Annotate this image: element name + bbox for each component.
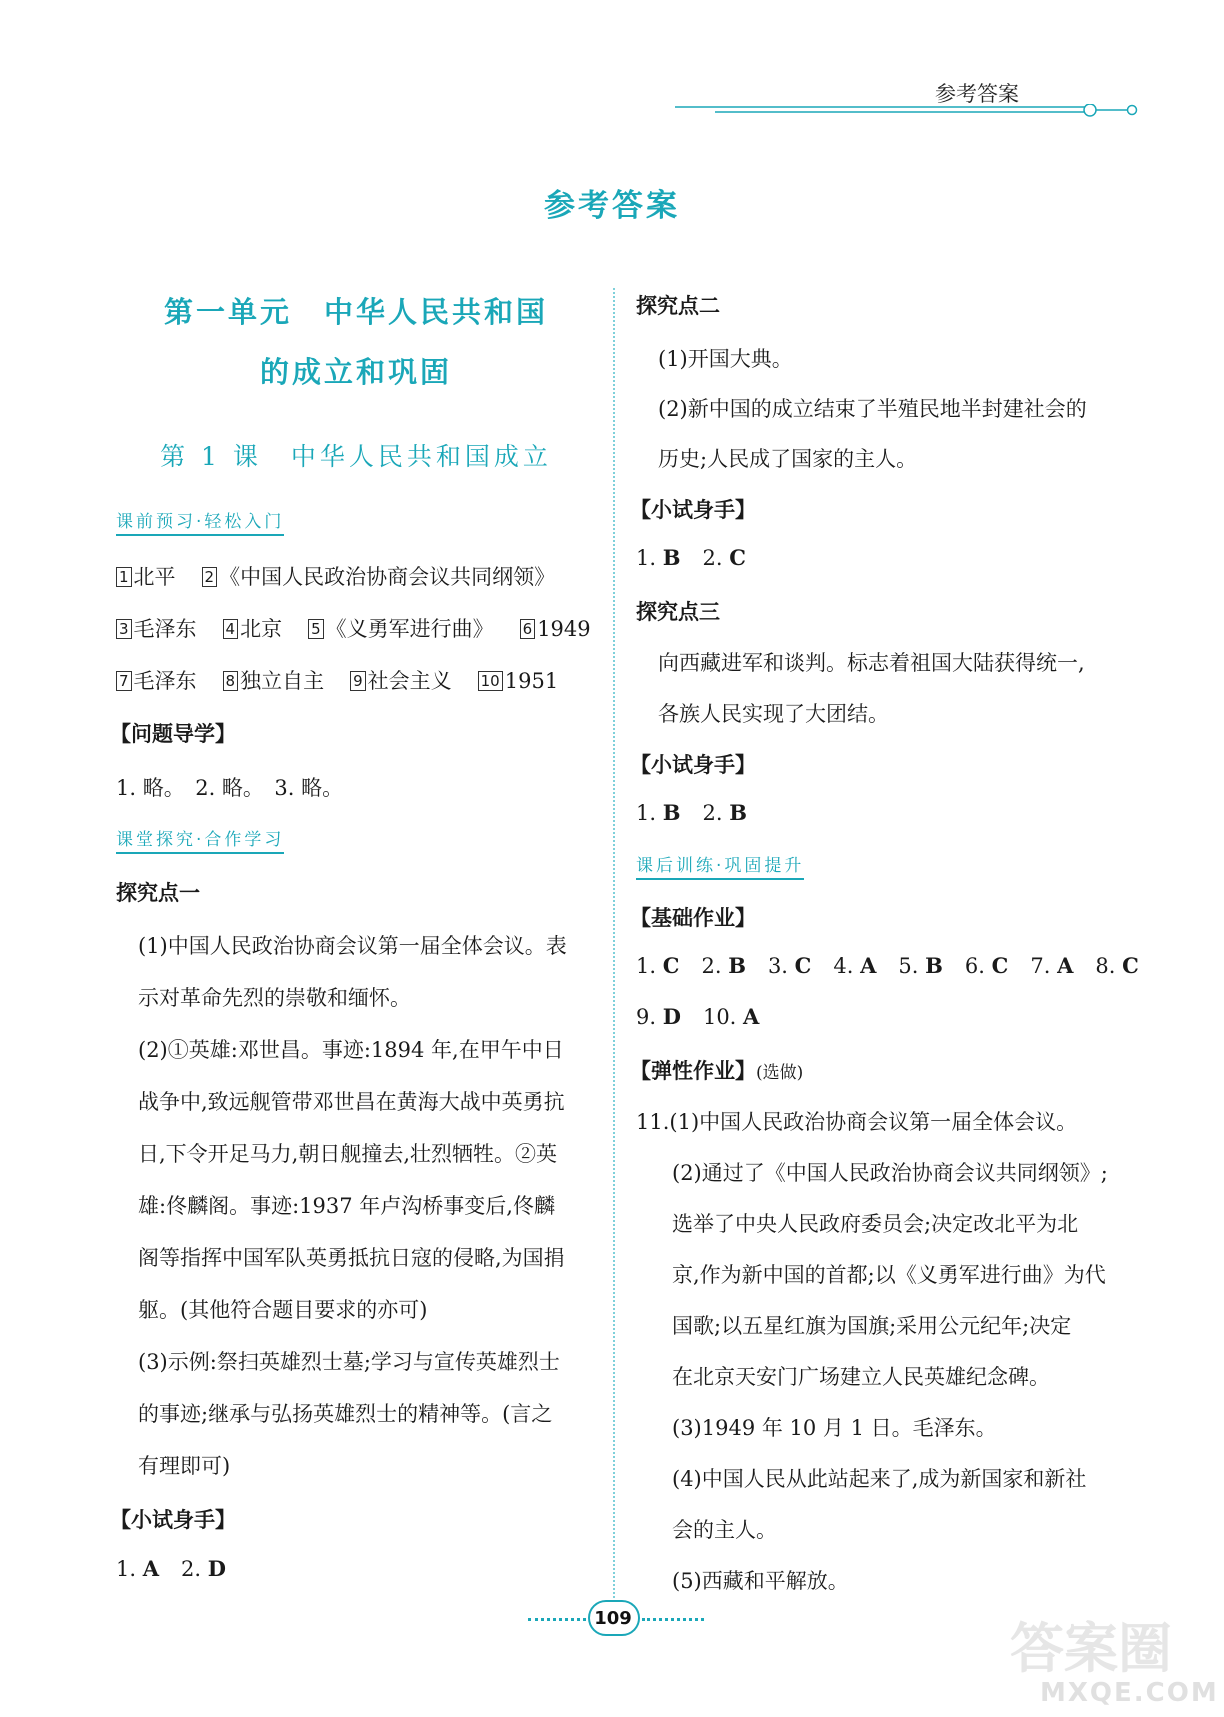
section-tag-preview: 课前预习·轻松入门 bbox=[116, 507, 284, 536]
preview-row-2 bbox=[116, 613, 591, 643]
lesson-title: 第 1 课 中华人民共和国成立 bbox=[160, 442, 552, 471]
q11-line: 会的主人。 bbox=[672, 1518, 777, 1542]
preview-answer: 独立自主 bbox=[240, 669, 325, 693]
watermark-url: MXQE.COM bbox=[1040, 1678, 1219, 1708]
question-heading: 【问题导学】 bbox=[110, 722, 236, 746]
section-tag-after: 课后训练·巩固提升 bbox=[636, 851, 804, 880]
preview-answer: 社会主义 bbox=[367, 669, 452, 693]
explore2-line: (2)新中国的成立结束了半殖民地半封建社会的 bbox=[658, 397, 1087, 421]
explore2-heading: 探究点二 bbox=[636, 294, 720, 318]
question-answers: 1. 略。 2. 略。 3. 略。 bbox=[116, 776, 344, 800]
explore1-line: 阁等指挥中国军队英勇抵抗日寇的侵略,为国捐 bbox=[138, 1246, 565, 1270]
basic-answers-row-2: 9. D 10. A bbox=[636, 1004, 760, 1029]
explore1-line: (3)示例:祭扫英雄烈士墓;学习与宣传英雄烈士 bbox=[138, 1350, 560, 1374]
header-rule bbox=[675, 104, 1145, 118]
q11-line: 京,作为新中国的首都;以《义勇军进行曲》为代 bbox=[672, 1263, 1106, 1287]
section-tag-classroom: 课堂探究·合作学习 bbox=[116, 825, 284, 854]
elastic-note: (选做) bbox=[756, 1063, 804, 1083]
explore1-line: 有理即可) bbox=[138, 1454, 231, 1478]
explore3-heading: 探究点三 bbox=[636, 600, 720, 624]
unit-title-line-2: 的成立和巩固 bbox=[259, 355, 452, 389]
preview-answer: 1951 bbox=[504, 669, 559, 693]
footer-dotted-right bbox=[642, 1618, 704, 1621]
explore3-line: 各族人民实现了大团结。 bbox=[658, 702, 889, 726]
try-heading: 【小试身手】 bbox=[110, 1508, 236, 1532]
try3-answers: 1. B 2. B bbox=[636, 800, 747, 825]
page-title: 参考答案 bbox=[544, 188, 680, 224]
item-number: 9 bbox=[350, 671, 366, 691]
item-number: 1 bbox=[116, 567, 132, 587]
basic-heading: 【基础作业】 bbox=[630, 906, 756, 930]
q11-line: 在北京天安门广场建立人民英雄纪念碑。 bbox=[672, 1365, 1050, 1389]
q11-line: 国歌;以五星红旗为国旗;采用公元纪年;决定 bbox=[672, 1314, 1072, 1338]
explore1-line: 战争中,致远舰管带邓世昌在黄海大战中英勇抗 bbox=[138, 1090, 565, 1114]
item-number: 5 bbox=[308, 619, 324, 639]
q11-line: 11.(1)中国人民政治协商会议第一届全体会议。 bbox=[636, 1110, 1078, 1134]
explore1-line: (1)中国人民政治协商会议第一届全体会议。表 bbox=[138, 934, 567, 958]
explore1-line: 的事迹;继承与弘扬英雄烈士的精神等。(言之 bbox=[138, 1402, 553, 1426]
item-number: 6 bbox=[520, 619, 536, 639]
item-number: 3 bbox=[116, 619, 132, 639]
explore2-line: 历史;人民成了国家的主人。 bbox=[658, 447, 918, 471]
column-divider bbox=[613, 288, 615, 1598]
item-number: 7 bbox=[116, 671, 132, 691]
try-answers: 1. A 2. D bbox=[116, 1556, 226, 1581]
preview-answer: 1949 bbox=[537, 617, 591, 641]
item-number: 2 bbox=[202, 567, 218, 587]
explore1-line: 日,下令开足马力,朝日舰撞去,壮烈牺牲。②英 bbox=[138, 1142, 558, 1166]
preview-answer: 毛泽东 bbox=[133, 617, 197, 641]
try2-heading: 【小试身手】 bbox=[630, 498, 756, 522]
try3-heading: 【小试身手】 bbox=[630, 753, 756, 777]
explore1-line: 示对革命先烈的崇敬和缅怀。 bbox=[138, 986, 411, 1010]
basic-answers-row-1: 1. C 2. B 3. C 4. A 5. B 6. C 7. A 8. C bbox=[636, 953, 1139, 978]
preview-answer: 《义勇军进行曲》 bbox=[325, 617, 494, 641]
unit-title-line-1: 第一单元 中华人民共和国 bbox=[163, 295, 548, 329]
preview-answer: 毛泽东 bbox=[133, 669, 197, 693]
preview-answer: 《中国人民政治协商会议共同纲领》 bbox=[219, 565, 556, 589]
item-number: 10 bbox=[478, 671, 503, 691]
explore1-heading: 探究点一 bbox=[116, 881, 200, 905]
footer-dotted-left bbox=[528, 1618, 586, 1621]
q11-line: 选举了中央人民政府委员会;决定改北平为北 bbox=[672, 1212, 1079, 1236]
item-number: 4 bbox=[223, 619, 239, 639]
explore1-line: 躯。(其他符合题目要求的亦可) bbox=[138, 1298, 428, 1322]
explore3-line: 向西藏进军和谈判。标志着祖国大陆获得统一, bbox=[658, 651, 1085, 675]
elastic-heading: 【弹性作业】 bbox=[630, 1059, 756, 1083]
preview-row-3 bbox=[116, 665, 558, 695]
q11-line: (3)1949 年 10 月 1 日。毛泽东。 bbox=[672, 1416, 997, 1440]
elastic-heading-row bbox=[630, 1055, 803, 1085]
explore1-line: (2)①英雄:邓世昌。事迹:1894 年,在甲午中日 bbox=[138, 1038, 564, 1062]
running-header: 参考答案 bbox=[935, 82, 1019, 106]
preview-answer: 北平 bbox=[133, 565, 176, 589]
q11-line: (5)西藏和平解放。 bbox=[672, 1569, 849, 1593]
try2-answers: 1. B 2. C bbox=[636, 545, 746, 570]
page-number: 109 bbox=[594, 1608, 632, 1629]
watermark-logo: 答案圈 bbox=[1010, 1617, 1172, 1680]
preview-row-1 bbox=[116, 561, 555, 591]
preview-answer: 北京 bbox=[240, 617, 283, 641]
q11-line: (2)通过了《中国人民政治协商会议共同纲领》; bbox=[672, 1161, 1108, 1185]
item-number: 8 bbox=[223, 671, 239, 691]
explore2-line: (1)开国大典。 bbox=[658, 347, 793, 371]
explore1-line: 雄:佟麟阁。事迹:1937 年卢沟桥事变后,佟麟 bbox=[138, 1194, 555, 1218]
q11-line: (4)中国人民从此站起来了,成为新国家和新社 bbox=[672, 1467, 1087, 1491]
